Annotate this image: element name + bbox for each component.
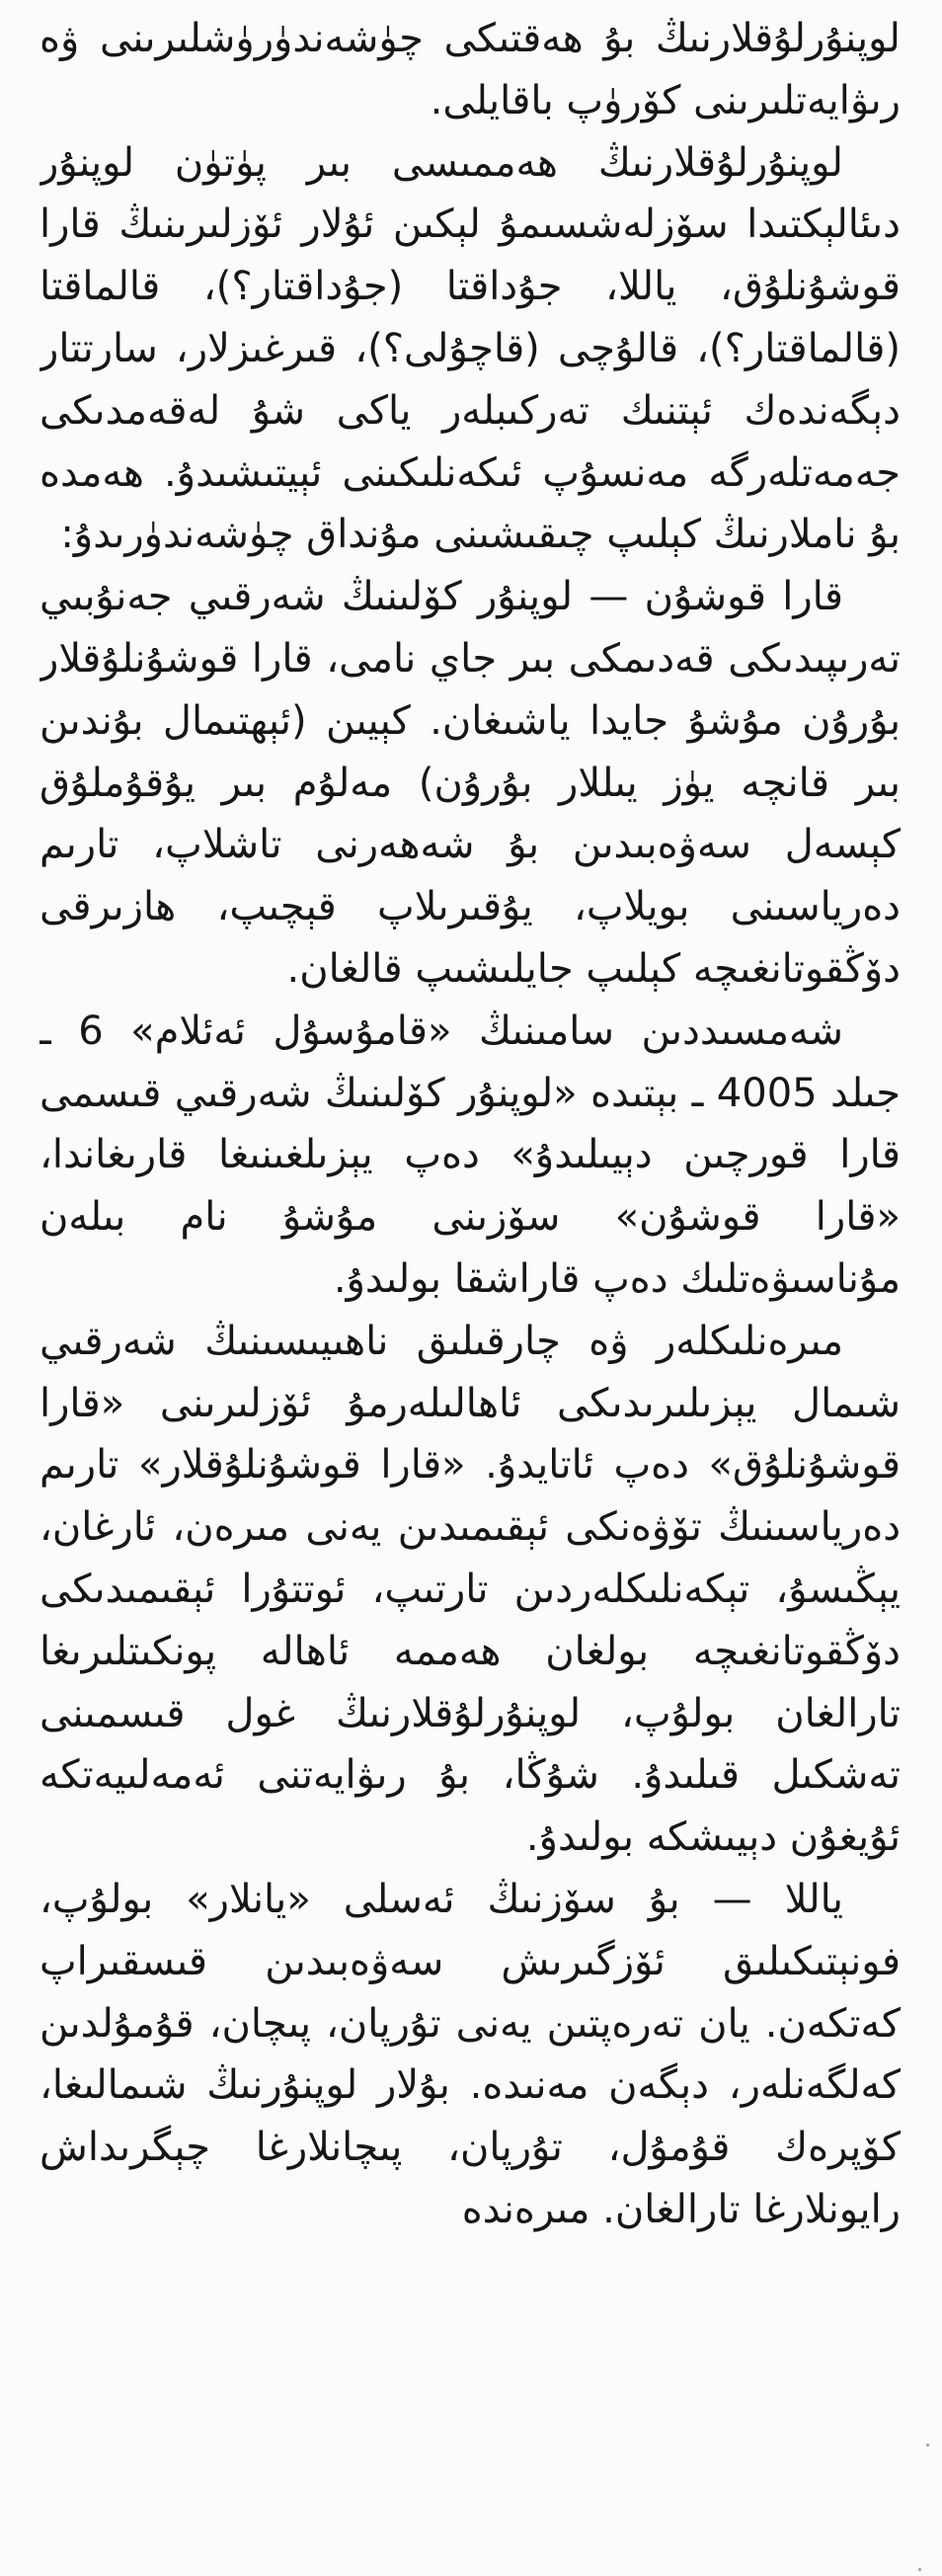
- text-column: [39, 8, 901, 2280]
- paragraph-qara-qoshun: قارا قوشۇن — لوپنۇر كۆلىنىڭ شەرقىي جەنۇبىي تەرىپىدىكى قەدىمكى بىر جاي نامى، قارا قوشۇنلۇقلار بۇرۇن مۇشۇ جايدا ياشىغان. كېيىن (ئېھتىمال بۇندىن بىر قانچە يۈز يىللار بۇرۇن) مەلۇم بىر يۇقۇملۇق كېسەل سەۋەبىدىن بۇ شەھەرنى تاشلاپ، تارىم دەرياسىنى بويلاپ، يۇقىرىلاپ قېچىپ، ھازىرقى دۆڭقوتانغىچە كېلىپ جايلىشىپ قالغان.: [39, 574, 901, 992]
- scan-speck: [926, 2444, 929, 2447]
- scan-speck: [918, 2568, 921, 2571]
- paragraph-clan-names: لوپنۇرلۇقلارنىڭ ھەممىسى بىر پۈتۈن لوپنۇر دىئالېكتىدا سۆزلەشسىمۇ لېكىن ئۇلار ئۆزلىرىنىڭ قارا قوشۇنلۇق، ياللا، جۇداقتا (جۇداقتار؟)، قالماقتا (قالماقتار؟)، قالۇچى (قاچۇلى؟)، قىرغىزلار، سارتتار دېگەندەك ئېتنىك تەركىبلەر ياكى شۇ لەقەمدىكى جەمەتلەرگە مەنسۇپ ئىكەنلىكىنى ئېيتىشىدۇ. ھەمدە بۇ ناملارنىڭ كېلىپ چىقىشىنى مۇنداق چۈشەندۈرىدۇ:: [39, 139, 901, 558]
- paragraph-yalla: ياللا — بۇ سۆزنىڭ ئەسلى «يانلار» بولۇپ، فونېتىكىلىق ئۆزگىرىش سەۋەبىدىن قىسقىراپ كەتكەن. يان تەرەپتىن يەنى تۇرپان، پىچان، قۇمۇلدىن كەلگەنلەر، دېگەن مەنىدە. بۇلار لوپنۇرنىڭ شىمالىغا، كۆپرەك قۇمۇل، تۇرپان، پىچانلارغا چېگرىداش رايونلارغا تارالغان. مىرەندە: [39, 1876, 901, 2232]
- paragraph-qamus-citation: شەمسىددىن سامىنىڭ «قامۇسۇل ئەئلام» 6 ـ جىلد 4005 ـ بېتىدە «لوپنۇر كۆلىنىڭ شەرقىي قىسمى قارا قورچىن دېيىلىدۇ» دەپ يېزىلغىنىغا قارىغاندا، «قارا قوشۇن» سۆزىنى مۇشۇ نام بىلەن مۇناسىۋەتلىك دەپ قاراشقا بولىدۇ.: [39, 1007, 901, 1302]
- paragraph-intro: لوپنۇرلۇقلارنىڭ بۇ ھەقتىكى چۈشەندۈرۈشلىرىنى ۋە رىۋايەتلىرىنى كۆرۈپ باقايلى.: [39, 16, 901, 123]
- paragraph-miran-residents: مىرەنلىكلەر ۋە چارقىلىق ناھىيىسىنىڭ شەرقىي شىمال يېزىلىرىدىكى ئاھالىلەرمۇ ئۆزلىرىنى «قارا قوشۇنلۇق» دەپ ئاتايدۇ. «قارا قوشۇنلۇقلار» تارىم دەرياسىنىڭ تۆۋەنكى ئېقىمىدىن يەنى مىرەن، ئارغان، يېڭىسۇ، تېكەنلىكلەردىن تارتىپ، ئوتتۇرا ئېقىمىدىكى دۆڭقوتانغىچە بولغان ھەممە ئاھالە پونكىتلىرىغا تارالغان بولۇپ، لوپنۇرلۇقلارنىڭ غول قىسمىنى تەشكىل قىلىدۇ. شۇڭا، بۇ رىۋايەتنى ئەمەلىيەتكە ئۇيغۇن دېيىشكە بولىدۇ.: [39, 1318, 901, 1861]
